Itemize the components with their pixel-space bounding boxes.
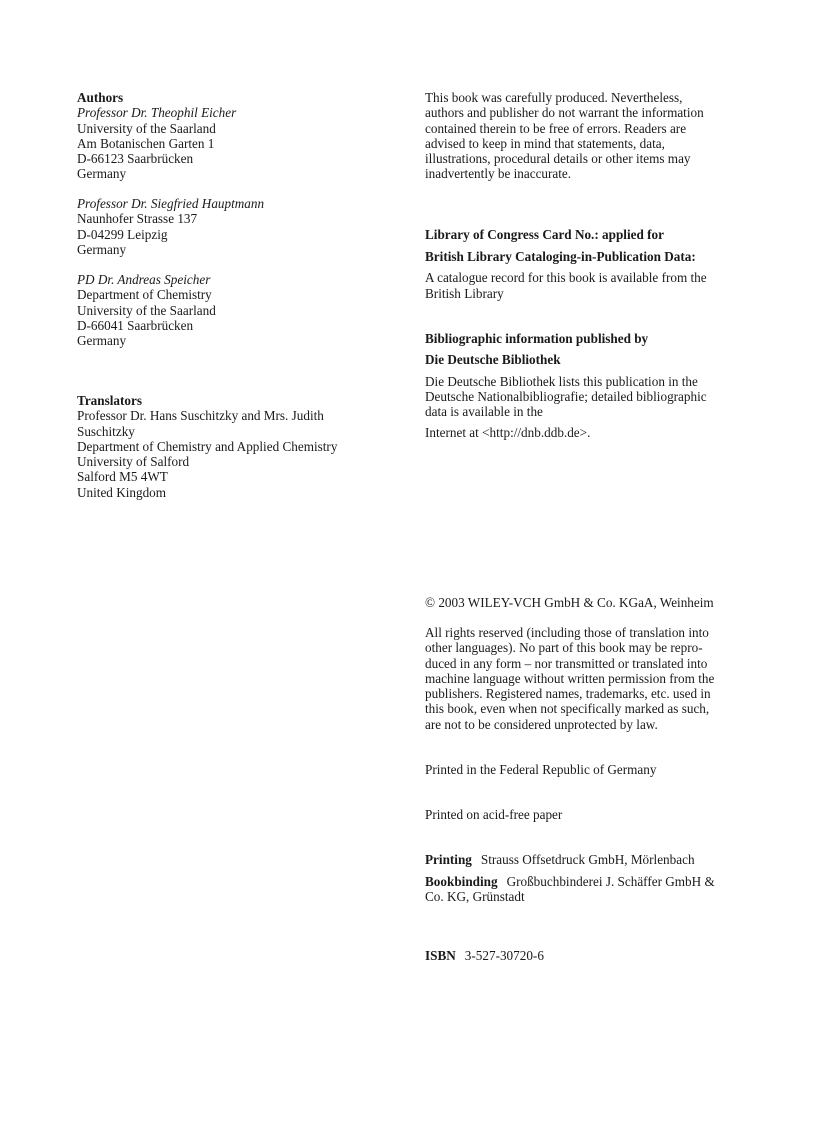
library-of-congress (425, 227, 755, 242)
disclaimer-line: illustrations, procedural details or other items may (425, 151, 691, 167)
bookbinding-line: Großbuchbinderei J. Schäffer GmbH & (506, 874, 715, 889)
printing-label: Printing (425, 852, 472, 867)
disclaimer-line: authors and publisher do not warrant the information (425, 105, 704, 121)
rights-line: this book, even when not specifically marked as such, (425, 701, 710, 717)
author-1-line: University of the Saarland (77, 120, 216, 136)
bib-internet: Internet at <http://dnb.ddb.de>. (425, 425, 591, 441)
translators-line: Department of Chemistry and Applied Chemistry (77, 438, 338, 454)
author-1-name: Professor Dr. Theophil Eicher (77, 105, 237, 121)
bl-line: A catalogue record for this book is available from the (425, 270, 707, 286)
disclaimer-paragraph (425, 90, 755, 182)
translators-line: University of Salford (77, 454, 190, 470)
author-3-line: Department of Chemistry (77, 287, 212, 303)
acid-free-paper (425, 807, 755, 822)
isbn-label: ISBN (425, 948, 456, 963)
author-2-line: D-04299 Leipzig (77, 226, 168, 242)
authors-heading: Authors (77, 90, 124, 105)
translators-line: Suschitzky (77, 423, 135, 439)
translators-line: Professor Dr. Hans Suschitzky and Mrs. Judith (77, 408, 324, 424)
bookbinding-credit (425, 874, 755, 905)
author-3-line: Germany (77, 333, 127, 349)
disclaimer-line: advised to keep in mind that statements, data, (425, 135, 665, 151)
rights-line: are not to be considered unprotected by law. (425, 716, 658, 732)
author-3 (77, 272, 397, 348)
loc-heading: Library of Congress Card No.: applied for (425, 227, 664, 242)
bib-line: data is available in the (425, 404, 543, 420)
bookbinding-label: Bookbinding (425, 874, 498, 889)
rights-line: All rights reserved (including those of translation into (425, 625, 709, 640)
author-3-name: PD Dr. Andreas Speicher (77, 272, 211, 287)
british-library (425, 249, 755, 301)
disclaimer-line: inadvertently be inaccurate. (425, 166, 572, 182)
bl-line: British Library (425, 285, 504, 301)
printed-in-line: Printed in the Federal Republic of Germany (425, 762, 657, 777)
author-2 (77, 196, 397, 257)
isbn (425, 948, 755, 963)
copyright-line: © 2003 WILEY-VCH GmbH & Co. KGaA, Weinheim (425, 595, 714, 610)
rights-line: publishers. Registered names, trademarks, etc. used in (425, 686, 711, 702)
bib-line: Die Deutsche Bibliothek lists this publication in the (425, 373, 698, 389)
translators-line: United Kingdom (77, 484, 167, 500)
author-1-line: Germany (77, 166, 127, 182)
rights-paragraph (425, 625, 755, 732)
author-3-line: University of the Saarland (77, 302, 216, 318)
printing-credit (425, 852, 755, 867)
bib-heading-2: Die Deutsche Bibliothek (425, 352, 561, 368)
author-2-name: Professor Dr. Siegfried Hauptmann (77, 196, 265, 211)
copyright-notice (425, 595, 755, 610)
author-1-line: D-66123 Saarbrücken (77, 151, 194, 167)
rights-line: duced in any form – nor transmitted or translated into (425, 655, 708, 671)
author-2-line: Naunhofer Strasse 137 (77, 211, 198, 227)
printing-value: Strauss Offsetdruck GmbH, Mörlenbach (480, 852, 695, 867)
rights-line: machine language without written permission from the (425, 670, 715, 686)
disclaimer-line: This book was carefully produced. Nevertheless, (425, 90, 683, 105)
bibliographic-information (425, 331, 755, 441)
bl-heading: British Library Cataloging-in-Publication Data: (425, 249, 696, 264)
bib-line: Deutsche Nationalbibliografie; detailed bibliographic (425, 388, 707, 404)
author-3-line: D-66041 Saarbrücken (77, 317, 194, 333)
author-2-line: Germany (77, 241, 127, 257)
rights-line: other languages). No part of this book may be repro- (425, 640, 703, 656)
disclaimer-line: contained therein to be free of errors. Readers are (425, 120, 687, 136)
translators-heading: Translators (77, 393, 142, 408)
printed-in (425, 762, 755, 777)
bookbinding-line: Co. KG, Grünstadt (425, 889, 525, 905)
author-1-line: Am Botanischen Garten 1 (77, 135, 215, 151)
translators-line: Salford M5 4WT (77, 469, 168, 485)
isbn-value: 3-527-30720-6 (464, 948, 544, 963)
authors-section (77, 90, 397, 182)
translators-section (77, 393, 397, 500)
paper-line: Printed on acid-free paper (425, 807, 563, 822)
bib-heading-1: Bibliographic information published by (425, 331, 649, 346)
